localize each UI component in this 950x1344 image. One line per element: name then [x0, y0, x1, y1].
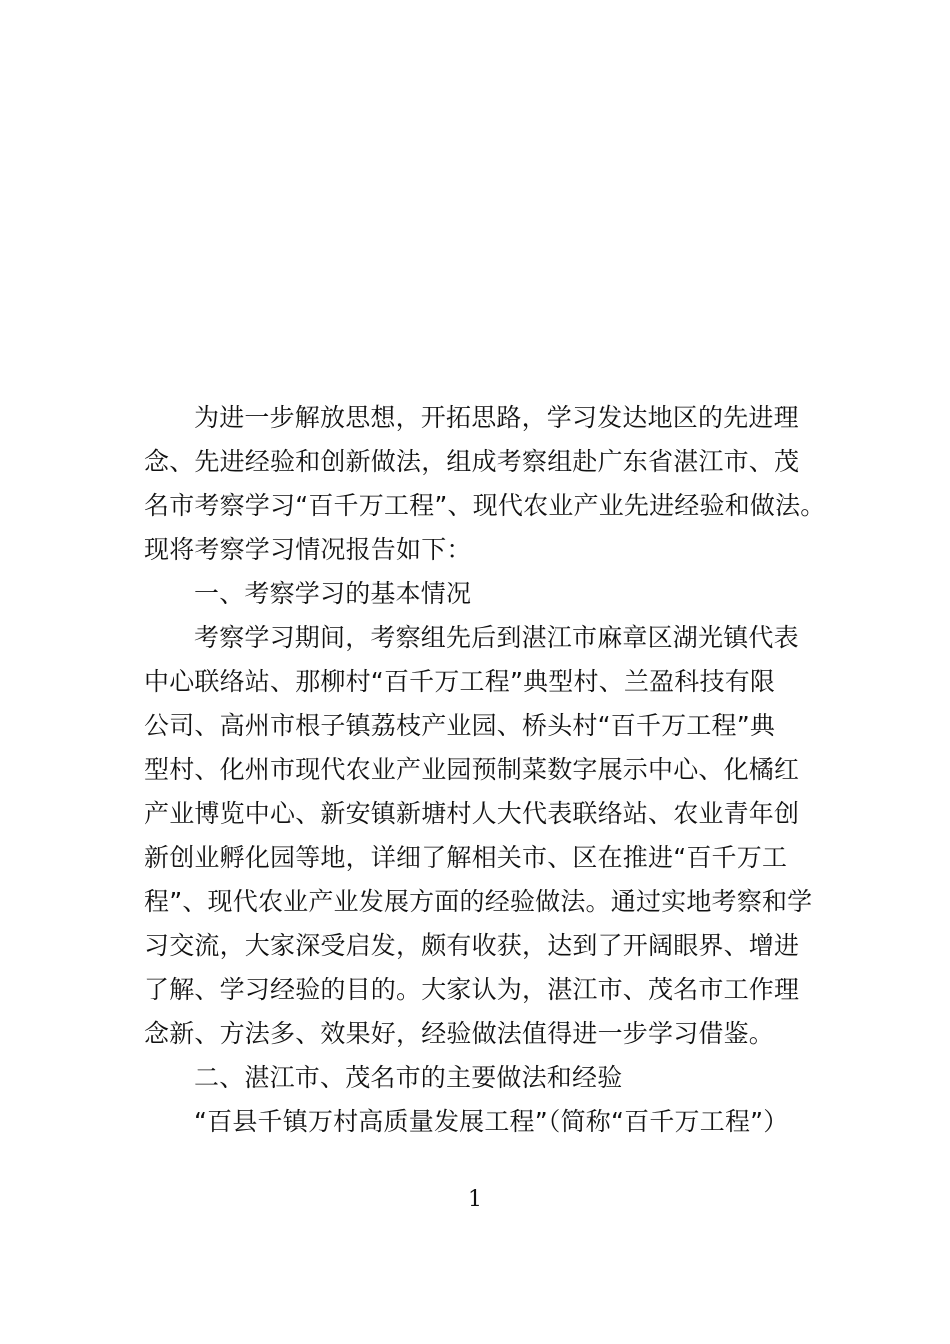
paragraph-section1-line: 程”、现代农业产业发展方面的经验做法。通过实地考察和学 [144, 887, 813, 916]
paragraph-section2-line: “百县千镇万村高质量发展工程”（简称“百千万工程”） [194, 1107, 789, 1136]
section-heading-1: 一、考察学习的基本情况 [194, 579, 472, 608]
page-number: 1 [468, 1187, 482, 1212]
paragraph-intro-line: 现将考察学习情况报告如下： [144, 535, 472, 564]
paragraph-section1-line: 型村、化州市现代农业产业园预制菜数字展示中心、化橘红 [144, 755, 800, 784]
paragraph-section1-line: 考察学习期间，考察组先后到湛江市麻章区湖光镇代表 [194, 623, 799, 652]
paragraph-section1-line: 新创业孵化园等地，详细了解相关市、区在推进“百千万工 [144, 843, 788, 872]
report-body [144, 396, 826, 1144]
paragraph-intro-line: 念、先进经验和创新做法，组成考察组赴广东省湛江市、茂 [144, 447, 800, 476]
paragraph-section1-line: 习交流，大家深受启发，颇有收获，达到了开阔眼界、增进 [144, 931, 800, 960]
paragraph-section1-line: 中心联络站、那柳村“百千万工程”典型村、兰盈科技有限 [144, 667, 776, 696]
paragraph-section1-line: 了解、学习经验的目的。大家认为，湛江市、茂名市工作理 [144, 975, 800, 1004]
paragraph-section1-line: 念新、方法多、效果好，经验做法值得进一步学习借鉴。 [144, 1019, 775, 1048]
paragraph-section1-line: 公司、高州市根子镇荔枝产业园、桥头村“百千万工程”典 [144, 711, 776, 740]
section-heading-2: 二、湛江市、茂名市的主要做法和经验 [194, 1063, 623, 1092]
paragraph-intro-line: 为进一步解放思想，开拓思路，学习发达地区的先进理 [194, 403, 799, 432]
paragraph-intro-line: 名市考察学习“百千万工程”、现代农业产业先进经验和做法。 [144, 491, 826, 520]
paragraph-section1-line: 产业博览中心、新安镇新塘村人大代表联络站、农业青年创 [144, 799, 800, 828]
